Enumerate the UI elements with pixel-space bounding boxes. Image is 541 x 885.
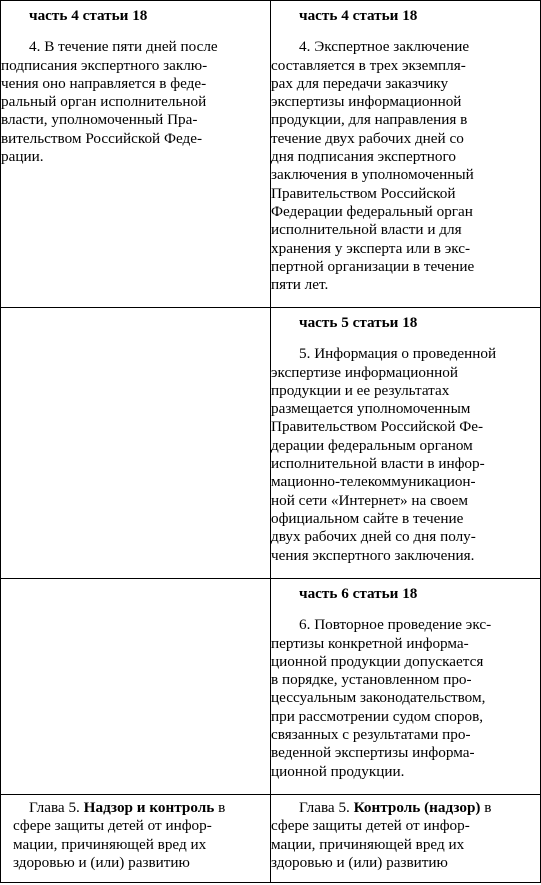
text-line: здоровью и (или) развитию (271, 853, 448, 871)
new-version-cell (271, 308, 541, 579)
text-line: мации, причиняющей вред их (13, 835, 207, 853)
text-line: течение двух рабочих дней со (271, 129, 464, 147)
text-line: пертизы конкретной информа- (271, 634, 469, 652)
table-row (1, 308, 541, 579)
chapter-suffix: в (480, 799, 492, 816)
text-line: хранения у эксперта или в экс- (271, 239, 471, 257)
chapter-title: Контроль (надзор) (353, 799, 481, 816)
text-line: экспертизе информационной (271, 363, 458, 381)
new-version-cell (271, 579, 541, 795)
text-line: заключения в уполномоченный (271, 166, 474, 184)
text-line: цессуальным законодательством, (271, 689, 486, 707)
article-heading: часть 5 статьи 18 (299, 314, 418, 331)
article-heading: часть 4 статьи 18 (29, 7, 148, 24)
chapter-prefix: Глава 5. (299, 799, 354, 816)
text-line: рах для передачи заказчику (271, 74, 449, 92)
text-line: веденной экспертизы информа- (271, 744, 475, 762)
article-heading: часть 6 статьи 18 (299, 585, 418, 602)
text-line: мационно-телекоммуникацион- (271, 473, 476, 491)
text-line: ционной продукции. (271, 762, 405, 780)
text-line: Правительством Российской Фе- (271, 418, 484, 436)
text-line: в порядке, установленном про- (271, 671, 472, 689)
text-line: сфере защиты детей от инфор- (271, 817, 470, 835)
article-text (271, 616, 530, 781)
text-line: здоровью и (или) развитию (13, 853, 190, 871)
text-line: 6. Повторное проведение экс- (299, 616, 492, 634)
text-line: продукции, для направления в (271, 111, 468, 129)
text-line: дня подписания экспертного (271, 148, 456, 166)
text-line: ционной продукции допускается (271, 652, 484, 670)
text-line: исполнительной власти в инфор- (271, 455, 485, 473)
table-row (1, 795, 541, 883)
text-line: продукции и ее результатах (271, 381, 450, 399)
article-text (1, 38, 260, 166)
text-line: размещается уполномоченным (271, 400, 471, 418)
new-version-cell (271, 795, 541, 883)
text-line: дерации федеральным органом (271, 436, 473, 454)
text-line: исполнительной власти и для (271, 221, 462, 239)
text-line: составляется в трех экземпля- (271, 56, 466, 74)
text-line: чения оно направляется в феде- (1, 74, 207, 92)
text-line: пертной организации в течение (271, 257, 475, 275)
table-row (1, 579, 541, 795)
text-line: экспертизы информационной (271, 93, 462, 111)
chapter-title-line (29, 799, 260, 817)
text-line: чения экспертного заключения. (271, 546, 475, 564)
text-line: официальном сайте в течение (271, 509, 464, 527)
chapter-title-line (299, 799, 530, 817)
text-line: ральный орган исполнительной (1, 93, 207, 111)
chapter-suffix: в (214, 799, 226, 816)
text-line: вительством Российской Феде- (1, 129, 203, 147)
old-version-cell-empty (1, 579, 271, 795)
article-text (271, 38, 530, 294)
text-line: рации. (1, 148, 44, 166)
text-line: связанных с результатами про- (271, 726, 471, 744)
text-line: Федерации федеральный орган (271, 202, 473, 220)
text-line: 4. Экспертное заключение (299, 38, 470, 56)
chapter-prefix: Глава 5. (29, 799, 84, 816)
text-line: 5. Информация о проведенной (299, 345, 497, 363)
table-row (1, 1, 541, 308)
text-line: двух рабочих дней со дня полу- (271, 528, 476, 546)
article-text (271, 345, 530, 565)
text-line: при рассмотрении судом споров, (271, 707, 484, 725)
text-line: власти, уполномоченный Пра- (1, 111, 198, 129)
chapter-text (271, 799, 530, 872)
text-line: Правительством Российской (271, 184, 456, 202)
old-version-cell (1, 795, 271, 883)
text-line: подписания экспертного заклю- (1, 56, 208, 74)
old-version-cell (1, 1, 271, 308)
chapter-text (13, 799, 260, 872)
chapter-title: Надзор и контроль (83, 799, 215, 816)
text-line: мации, причиняющей вред их (271, 835, 465, 853)
old-version-cell-empty (1, 308, 271, 579)
article-heading: часть 4 статьи 18 (299, 7, 418, 24)
text-line: 4. В течение пяти дней после (29, 38, 218, 56)
text-line: сфере защиты детей от инфор- (13, 817, 212, 835)
text-line: ной сети «Интернет» на своем (271, 491, 469, 509)
new-version-cell (271, 1, 541, 308)
text-line: пяти лет. (271, 276, 329, 294)
